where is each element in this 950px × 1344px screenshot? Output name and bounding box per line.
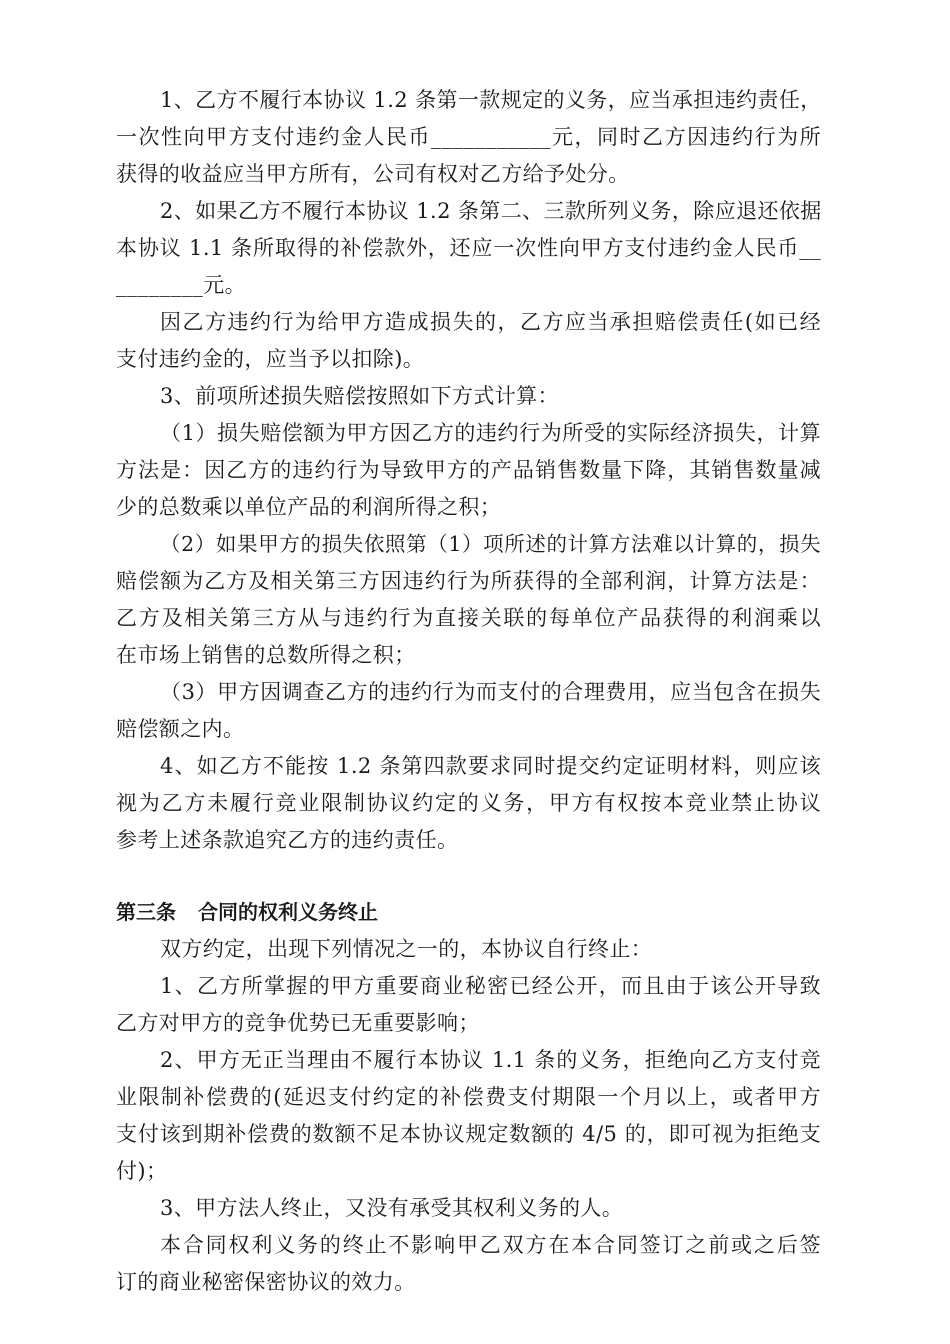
termination-2-line-3: 支付该到期补偿费的数额不足本协议规定数额的 4/5 的，即可视为拒绝支 xyxy=(116,1122,821,1146)
termination-intro: 双方约定，出现下列情况之一的，本协议自行终止： xyxy=(160,937,653,961)
clause-4-line-1: 4、如乙方不能按 1.2 条第四款要求同时提交约定证明材料，则应该 xyxy=(160,754,821,778)
clause-1-line-2: 一次性向甲方支付违约金人民币___________元，同时乙方因违约行为所 xyxy=(116,125,821,149)
termination-2-line-1: 2、甲方无正当理由不履行本协议 1.1 条的义务，拒绝向乙方支付竞 xyxy=(160,1048,821,1072)
calc-item-1-line-2: 方法是：因乙方的违约行为导致甲方的产品销售数量下降，其销售数量减 xyxy=(116,458,821,482)
calc-item-2-line-3: 乙方及相关第三方从与违约行为直接关联的每单位产品获得的利润乘以 xyxy=(116,606,821,630)
calc-item-2-line-2: 赔偿额为乙方及相关第三方因违约行为所获得的全部利润，计算方法是： xyxy=(116,569,821,593)
clause-4-line-2: 视为乙方未履行竞业限制协议约定的义务，甲方有权按本竞业禁止协议 xyxy=(116,791,821,815)
clause-1-line-1: 1、乙方不履行本协议 1.2 条第一款规定的义务，应当承担违约责任， xyxy=(160,88,822,112)
termination-3-line-1: 3、甲方法人终止，又没有承受其权利义务的人。 xyxy=(160,1196,624,1220)
calc-item-2-line-4: 在市场上销售的总数所得之积； xyxy=(116,643,416,667)
article-3-title: 合同的权利义务终止 xyxy=(198,900,378,924)
termination-1-line-2: 乙方对甲方的竞争优势已无重要影响； xyxy=(116,1011,480,1035)
calc-item-3-line-2: 赔偿额之内。 xyxy=(116,717,245,741)
calc-item-1-line-1: （1）损失赔偿额为甲方因乙方的违约行为所受的实际经济损失，计算 xyxy=(160,421,821,445)
clause-2-line-2: 本协议 1.1 条所取得的补偿款外，还应一次性向甲方支付违约金人民币__ xyxy=(116,236,821,260)
effect-line-1: 本合同权利义务的终止不影响甲乙双方在本合同签订之前或之后签 xyxy=(160,1233,821,1257)
calc-item-2-line-1: （2）如果甲方的损失依照第（1）项所述的计算方法难以计算的，损失 xyxy=(160,532,821,556)
clause-1-line-3: 获得的收益应当甲方所有，公司有权对乙方给予处分。 xyxy=(116,162,630,186)
damages-line-1: 因乙方违约行为给甲方造成损失的，乙方应当承担赔偿责任(如已经 xyxy=(160,310,821,334)
termination-2-line-2: 业限制补偿费的(延迟支付约定的补偿费支付期限一个月以上，或者甲方 xyxy=(116,1085,821,1109)
calc-item-3-line-1: （3）甲方因调查乙方的违约行为而支付的合理费用，应当包含在损失 xyxy=(160,680,821,704)
article-3-heading xyxy=(116,898,378,926)
clause-3-line-1: 3、前项所述损失赔偿按照如下方式计算： xyxy=(160,384,559,408)
damages-line-2: 支付违约金的，应当予以扣除)。 xyxy=(116,347,425,371)
article-3-number: 第三条 xyxy=(116,900,176,924)
clause-2-line-1: 2、如果乙方不履行本协议 1.2 条第二、三款所列义务，除应退还依据 xyxy=(160,199,822,223)
effect-line-2: 订的商业秘密保密协议的效力。 xyxy=(116,1270,416,1294)
clause-2-line-3: ________元。 xyxy=(116,273,246,297)
calc-item-1-line-3: 少的总数乘以单位产品的利润所得之积； xyxy=(116,495,502,519)
termination-1-line-1: 1、乙方所掌握的甲方重要商业秘密已经公开，而且由于该公开导致 xyxy=(160,974,821,998)
termination-2-line-4: 付)； xyxy=(116,1159,168,1183)
clause-4-line-3: 参考上述条款追究乙方的违约责任。 xyxy=(116,828,459,852)
